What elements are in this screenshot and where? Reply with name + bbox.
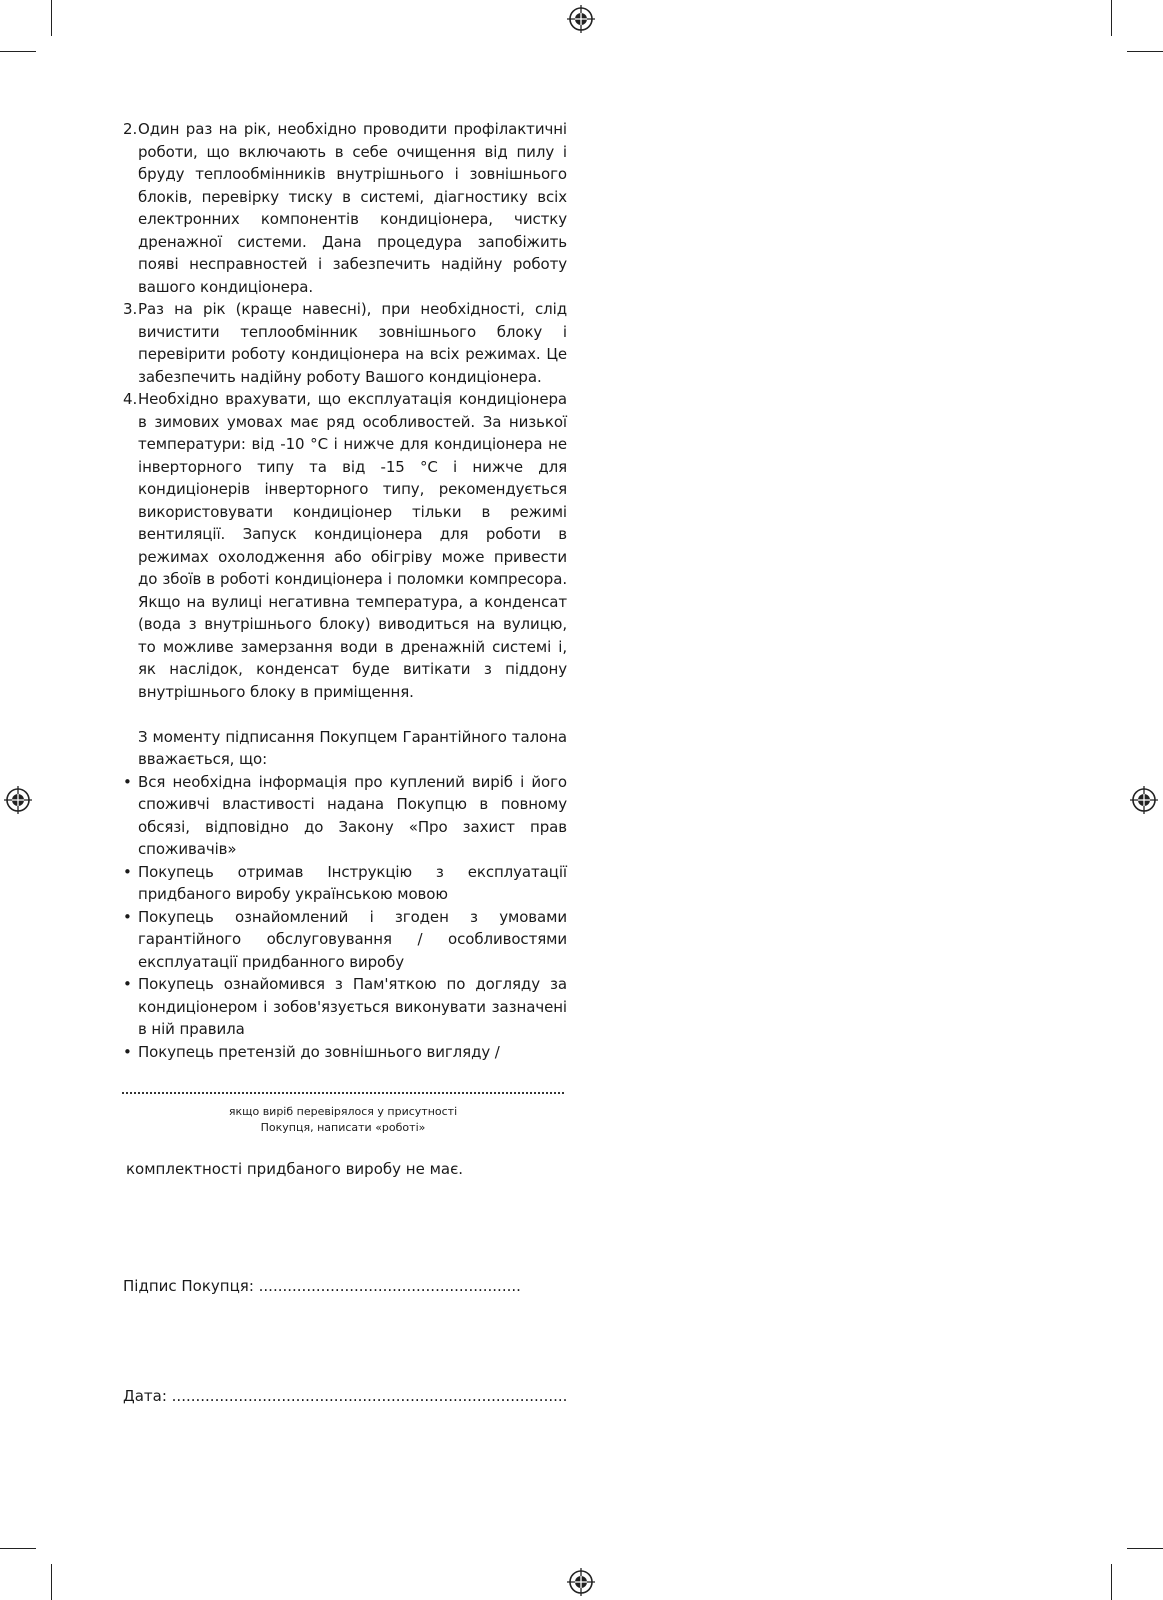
completeness-text: комплектності придбаного виробу не має. <box>126 1160 464 1178</box>
fill-in-line[interactable] <box>122 1092 564 1094</box>
crop-mark-tl-v <box>51 0 52 36</box>
item-text: Необхідно врахувати, що експлуатація кондиціонера в зимових умовах має ряд особливостей. За низької температури: від -10 °С і нижче для кондиціонера не інверторного типу та від -15 °С і нижче для кондиціонерів інверторного типу, рекомендується використовувати кондиціонер тільки в режимі вентиляції. Запуск кондиціонера для роботи в режимах охолодження або обігріву може привести до збоїв в роботі кондиціонера і поломки компресора. Якщо на вулиці негативна температура, а конденсат (вода з внутрішнього блоку) виводиться на вулицю, то можливе замерзання води в дренажній системі і, як наслідок, конденсат буде витікати з піддону внутрішнього блоку в приміщення. <box>138 390 567 701</box>
bullet-text: Покупець претензій до зовнішнього вигляду / <box>138 1042 500 1061</box>
bullet-icon: • <box>123 907 132 926</box>
registration-mark-icon <box>566 4 596 34</box>
bullet-text: Покупець ознайомився з Пам'яткою по догляду за кондиціонером і зобов'язується виконувати зазначені в ній правила <box>138 975 567 1038</box>
date-field[interactable]: Дата: ................................................................................... <box>123 1387 568 1405</box>
registration-mark-icon <box>566 1567 596 1597</box>
fill-in-caption <box>122 1104 564 1136</box>
bullet-text: Вся необхідна інформація про куплений виріб і його споживчі властивості надана Покупцю в повному обсязі, відповідно до Закону «Про захист прав споживачів» <box>138 772 567 858</box>
caption-line: якщо виріб перевірялося у присутності <box>228 1105 458 1118</box>
crop-mark-br-v <box>1111 1564 1112 1600</box>
bullet-item <box>123 973 567 1041</box>
crop-mark-bl-h <box>0 1548 36 1549</box>
intro-paragraph: З моменту підписання Покупцем Гарантійного талона вважається, що: <box>138 727 567 768</box>
bullet-icon: • <box>123 772 132 791</box>
crop-mark-tr-h <box>1127 51 1163 52</box>
bullet-item <box>123 771 567 861</box>
bullet-icon: • <box>123 1042 132 1061</box>
bullet-item <box>123 1041 567 1064</box>
caption-line: Покупця, написати «роботі» <box>260 1121 426 1134</box>
registration-mark-icon <box>1129 785 1159 815</box>
document-body <box>123 118 567 1063</box>
numbered-item <box>123 298 567 388</box>
item-text: Один раз на рік, необхідно проводити профілактичні роботи, що включають в себе очищення від пилу і бруду теплообмінників внутрішнього і зовнішнього блоків, перевірку тиску в системі, діагностику всіх електронних компонентів кондиціонера, чистку дренажної системи. Дана процедура запобіжить появі несправностей і забезпечить надійну роботу вашого кондиціонера. <box>138 120 567 296</box>
item-number: 3. <box>123 300 138 318</box>
bullet-item <box>123 906 567 974</box>
numbered-item <box>123 118 567 298</box>
item-number: 2. <box>123 120 138 138</box>
bullet-icon: • <box>123 975 132 993</box>
crop-mark-tl-h <box>0 51 36 52</box>
crop-mark-tr-v <box>1111 0 1112 36</box>
item-text: Раз на рік (краще навесні), при необхідності, слід вичистити теплообмінник зовнішнього блоку і перевірити роботу кондиціонера на всіх режимах. Це забезпечить надійну роботу Вашого кондиціонера. <box>138 300 567 386</box>
crop-mark-br-h <box>1127 1548 1163 1549</box>
item-number: 4. <box>123 390 138 408</box>
crop-mark-bl-v <box>51 1564 52 1600</box>
numbered-item <box>123 388 567 703</box>
bullet-item <box>123 861 567 906</box>
bullet-text: Покупець ознайомлений і згоден з умовами гарантійного обслуговування / особливостями експлуатації придбанного виробу <box>138 907 567 971</box>
signature-field[interactable]: Підпис Покупця: ....................................................... <box>123 1277 521 1295</box>
bullet-icon: • <box>123 862 132 881</box>
registration-mark-icon <box>3 785 33 815</box>
bullet-text: Покупець отримав Інструкцію з експлуатації придбаного виробу українською мовою <box>138 862 567 903</box>
